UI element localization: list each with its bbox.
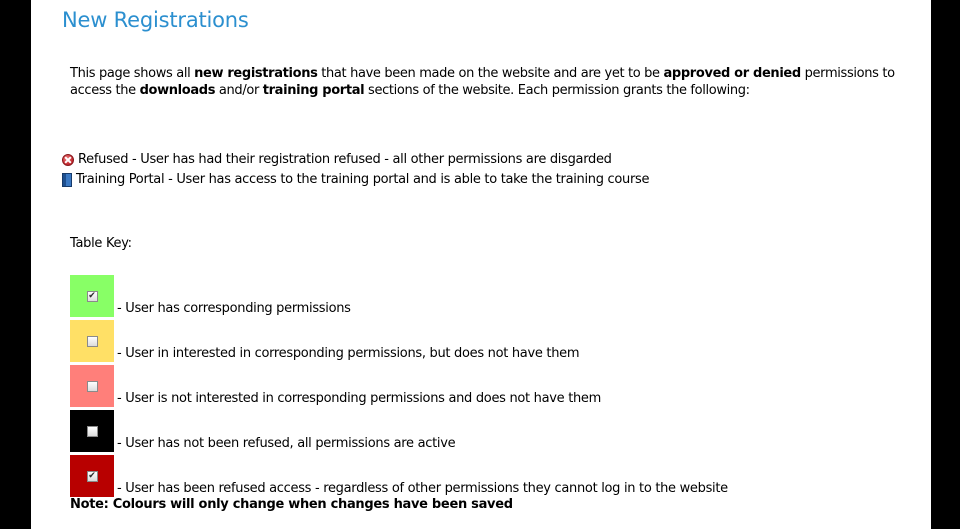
table-key-row (70, 317, 728, 362)
permission-legend (62, 150, 649, 190)
book-icon (62, 173, 72, 187)
legend-text: Training Portal - User has access to the training portal and is able to take the training course (76, 172, 650, 187)
color-swatch (70, 455, 114, 497)
checkbox[interactable]: ✔ (88, 290, 96, 301)
key-description: - User has not been refused, all permissions are active (117, 436, 456, 451)
page-content (31, 0, 931, 529)
key-description: - User has been refused access - regardless of other permissions they cannot log in to the website (117, 481, 728, 496)
table-key-row (70, 272, 728, 317)
legend-item-refused (62, 150, 649, 170)
table-key-row (70, 362, 728, 407)
checkbox[interactable] (87, 336, 98, 347)
page-title: New Registrations (62, 8, 249, 32)
colour-note: Note: Colours will only change when changes have been saved (70, 497, 513, 512)
color-swatch (70, 320, 114, 362)
color-swatch (70, 365, 114, 407)
table-key-row (70, 452, 728, 497)
key-description: - User in interested in corresponding permissions, but does not have them (117, 346, 580, 361)
table-key-row (70, 407, 728, 452)
legend-item-training-portal (62, 170, 649, 190)
checkbox[interactable] (87, 426, 98, 437)
checkbox[interactable]: ✔ (88, 470, 96, 481)
table-key-list (70, 272, 728, 497)
key-description: - User has corresponding permissions (117, 301, 351, 316)
intro-paragraph: This page shows all new registrations that have been made on the website and are yet to be approved or denied permissions to access the downloads and/or training portal sections of the website. Each permission grants the following: (70, 66, 895, 98)
color-swatch (70, 275, 114, 317)
key-description: - User is not interested in corresponding permissions and does not have them (117, 391, 601, 406)
color-swatch (70, 410, 114, 452)
refused-icon (62, 154, 74, 166)
table-key-label: Table Key: (70, 236, 132, 251)
checkbox[interactable] (87, 381, 98, 392)
legend-text: Refused - User has had their registration refused - all other permissions are disgarded (78, 152, 612, 167)
